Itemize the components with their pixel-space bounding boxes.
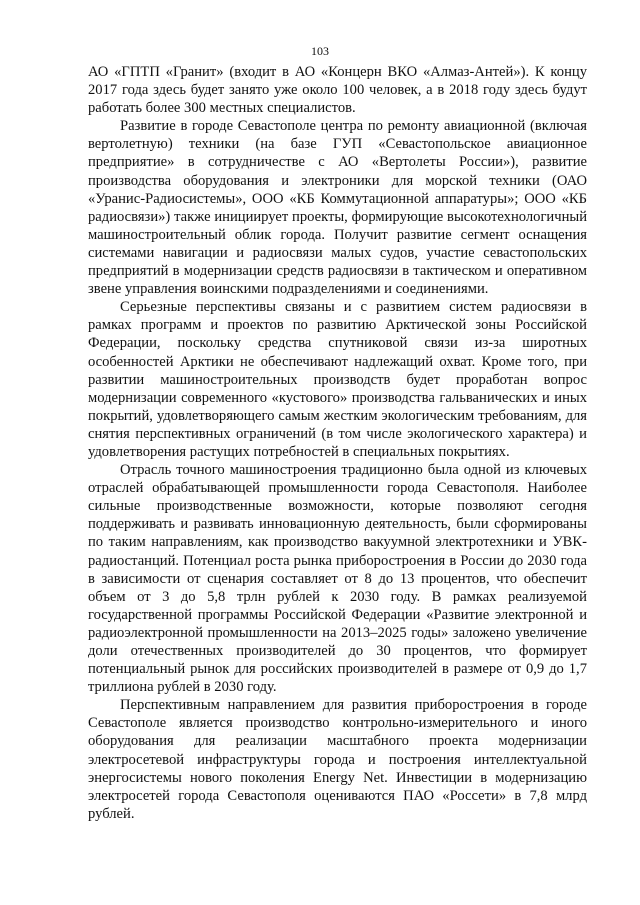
paragraph-aviation-repair: Развитие в городе Севастополе центра по ремонту авиационной (включая вертолетную) техники (на базе ГУП «Севастопольское авиационное предприятие» в сотрудничестве с АО «Вертолеты России»), развитие производства оборудования и электроники для морской техники (ОАО «Уранис-Радиосистемы», ООО «КБ Коммутационной аппаратуры»; ООО «КБ радиосвязи») также инициирует проекты, формирующие высокотехнологичный машиностроительный облик города. Получит развитие сегмент оснащения системами навигации и радиосвязи малых судов, участие севастопольских предприятий в модернизации средств радиосвязи в тактическом и оперативном звене управления воинскими подразделениями и соединениями.: [88, 118, 587, 298]
paragraph-arctic-radio: Серьезные перспективы связаны и с развитием систем радиосвязи в рамках программ и проектов по развитию Арктической зоны Российской Федерации, поскольку средства спутниковой связи из-за широтных особенностей Арктики не обеспечивают надлежащий охват. Кроме того, при развитии машиностроительных производств будет проработан вопрос модернизации современного «кустового» производства гальванических и иных покрытий, удовлетворяющего самым жестким экологическим требованиям, для снятия перспективных ограничений (в том числе экологического характера) и удовлетворения растущих потребностей в специальных покрытиях.: [88, 299, 587, 460]
paragraph-continuation: АО «ГПТП «Гранит» (входит в АО «Концерн ВКО «Алмаз-Антей»). К концу 2017 года здесь будет занято уже около 100 человек, а в 2018 году здесь будут работать более 300 местных специалистов.: [88, 64, 587, 117]
document-body: [88, 63, 587, 823]
page-number: 103: [311, 44, 329, 58]
paragraph-energy-net: Перспективным направлением для развития приборостроения в городе Севастополе является производство контрольно-измерительного и иного оборудования для реализации масштабного проекта модернизации электросетевой инфраструктуры города и построения интеллектуальной энергосистемы нового поколения Energy Net. Инвестиции в модернизацию электросетей города Севастополя оцениваются ПАО «Россети» в 7,8 млрд рублей.: [88, 697, 587, 822]
paragraph-precision-engineering: Отрасль точного машиностроения традиционно была одной из ключевых отраслей обрабатывающей промышленности города Севастополя. Наиболее сильные производственные возможности, которые позволяют сегодня поддерживать и развивать инновационную деятельность, были сформированы по таким направлениям, как производство вакуумной электротехники и УВК-радиостанций. Потенциал роста рынка приборостроения в России до 2030 года в зависимости от сценария составляет от 8 до 13 процентов, что обеспечит объем от 3 до 5,8 трлн рублей к 2030 году. В рамках реализуемой государственной программы Российской Федерации «Развитие электронной и радиоэлектронной промышленности на 2013–2025 годы» заложено увеличение доли отечественных производителей до 30 процентов, что формирует потенциальный рынок для российских производителей в размере от 0,9 до 1,7 триллиона рублей в 2030 году.: [88, 462, 587, 696]
